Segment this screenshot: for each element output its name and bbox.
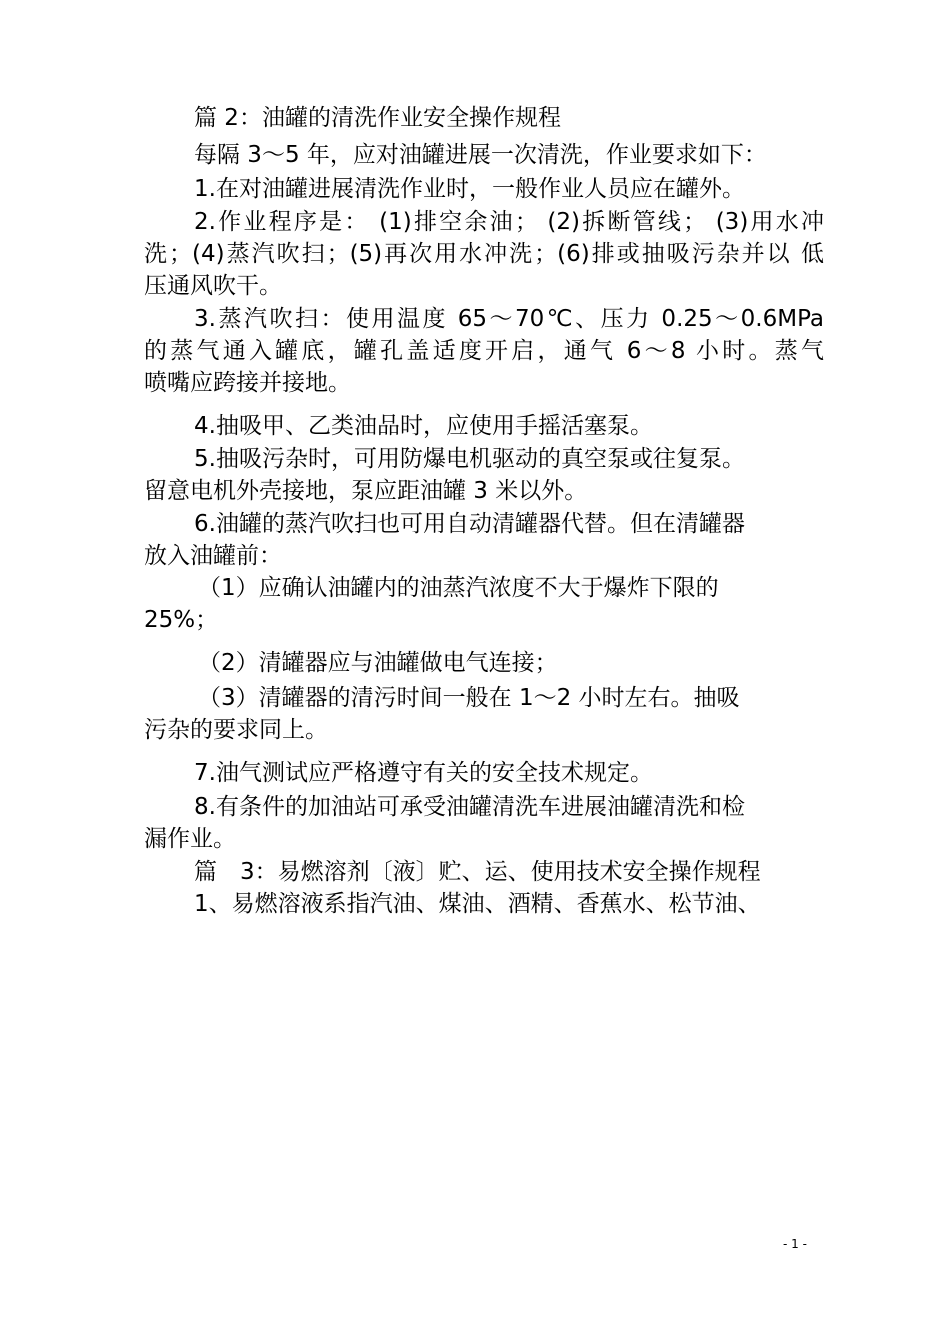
section-heading-2: 篇 2：油罐的清洗作业安全操作规程 xyxy=(194,105,561,131)
text-line: 漏作业。 xyxy=(144,826,236,852)
text-line: 压通风吹干。 xyxy=(144,273,282,299)
text-line: 6.油罐的蒸汽吹扫也可用自动清罐器代替。但在清罐器 xyxy=(194,511,745,537)
text-line: 每隔 3～5 年，应对油罐进展一次清洗，作业要求如下： xyxy=(194,142,767,168)
text-line: 喷嘴应跨接并接地。 xyxy=(144,370,351,396)
text-line: 4.抽吸甲、乙类油品时，应使用手摇活塞泵。 xyxy=(194,413,653,439)
text-line: 放入油罐前： xyxy=(144,543,282,569)
text-line: 8.有条件的加油站可承受油罐清洗车进展油罐清洗和检 xyxy=(194,794,745,820)
text-line: 留意电机外壳接地，泵应距油罐 3 米以外。 xyxy=(144,478,588,504)
text-line: 洗；(4)蒸汽吹扫；(5)再次用水冲洗；(6)排或抽吸污杂并以 低 xyxy=(144,241,824,267)
text-line: 污杂的要求同上。 xyxy=(144,717,328,743)
text-line: 3.蒸汽吹扫：使用温度 65～70℃、压力 0.25～0.6MPa xyxy=(194,306,824,332)
text-line: 25%； xyxy=(144,607,219,633)
text-line: （1）应确认油罐内的油蒸汽浓度不大于爆炸下限的 xyxy=(198,575,719,601)
text-line: 5.抽吸污杂时，可用防爆电机驱动的真空泵或往复泵。 xyxy=(194,446,745,472)
section-heading-3: 篇 3：易燃溶剂〔液〕贮、运、使用技术安全操作规程 xyxy=(194,859,761,885)
page-number: - 1 - xyxy=(783,1237,807,1251)
text-line: （3）清罐器的清污时间一般在 1～2 小时左右。抽吸 xyxy=(198,685,740,711)
text-line: 1、易燃溶液系指汽油、煤油、酒精、香蕉水、松节油、 xyxy=(194,891,761,917)
text-line: 的蒸气通入罐底，罐孔盖适度开启，通气 6～8 小时。蒸气 xyxy=(144,338,824,364)
text-line: 2.作业程序是： (1)排空余油； (2)拆断管线； (3)用水冲 xyxy=(194,209,824,235)
text-line: （2）清罐器应与油罐做电气连接； xyxy=(198,650,558,676)
text-line: 7.油气测试应严格遵守有关的安全技术规定。 xyxy=(194,760,653,786)
text-line: 1.在对油罐进展清洗作业时，一般作业人员应在罐外。 xyxy=(194,176,745,202)
